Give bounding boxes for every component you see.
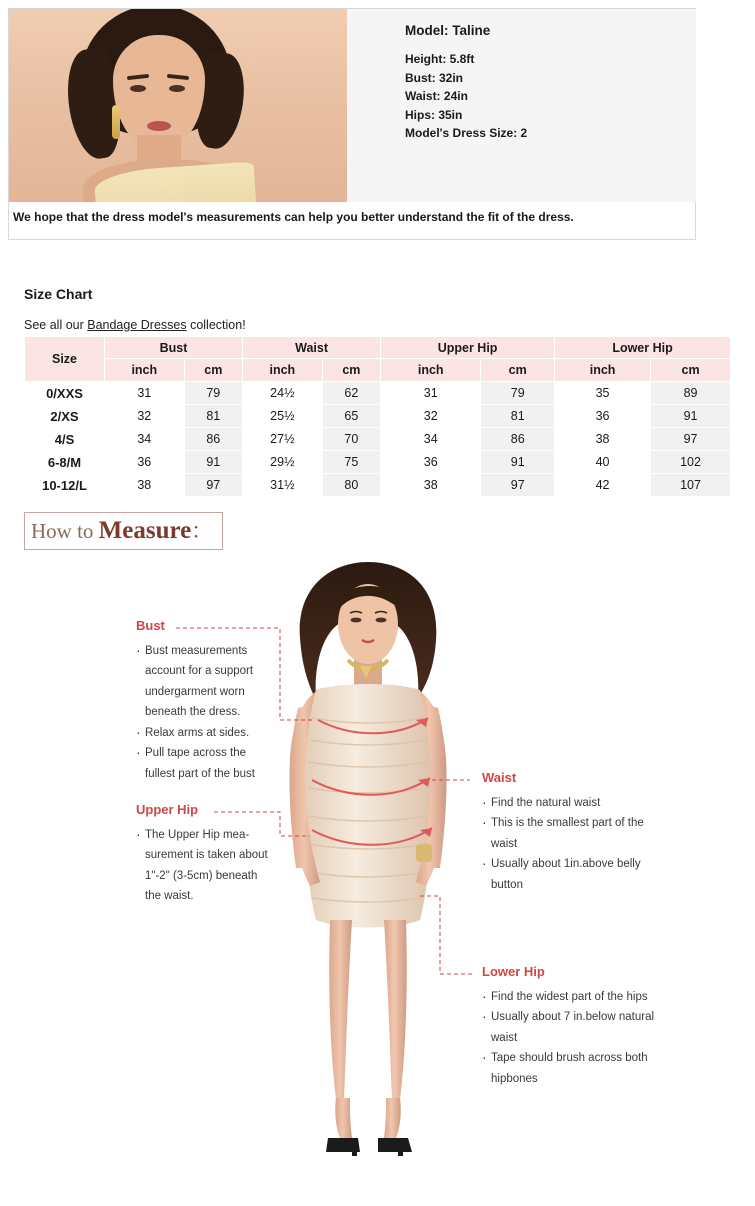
subtitle-prefix: See all our [24,318,88,332]
cell: 32 [105,405,185,428]
bandage-dresses-link[interactable]: Bandage Dresses [87,318,187,332]
annotation-bust-title: Bust [136,618,165,633]
how-to-measure-heading [24,512,223,550]
annotation-upper-hip-title: Upper Hip [136,802,199,817]
cell: 24½ [243,382,323,405]
model-height: Height: 5.8ft [405,52,475,66]
cell: 42 [555,474,651,497]
annotation-lower-hip-item: · Find the widest part of the hips [482,987,662,1008]
size-chart-title: Size Chart [24,286,93,302]
table-row [25,405,731,428]
cell: 62 [322,382,380,405]
table-row [25,428,731,451]
header-unit-upper-hip-cm: cm [481,359,555,382]
header-group-waist: Waist [243,337,381,359]
cell: 91 [481,451,555,474]
row-size: 6-8/M [25,451,105,474]
cell: 79 [184,382,242,405]
cell: 31 [105,382,185,405]
cell: 40 [555,451,651,474]
header-unit-waist-cm: cm [322,359,380,382]
annotation-waist [482,768,662,895]
size-chart-table [24,336,731,497]
model-bust: Bust: 32in [405,70,464,85]
cell: 34 [381,428,481,451]
annotation-waist-item: · Usually about 1in.above belly button [482,854,662,895]
cell: 36 [105,451,185,474]
annotation-lower-hip-title: Lower Hip [482,964,545,979]
annotation-waist-item: · Find the natural waist [482,793,662,814]
annotation-waist-item: · This is the smallest part of the waist [482,813,662,854]
model-note: We hope that the dress model's measurements can help you better understand the fit of the dress. [13,210,574,224]
cell: 27½ [243,428,323,451]
annotation-bust-item: · Pull tape across the fullest part of the bust [136,743,266,784]
table-row [25,474,731,497]
annotation-lower-hip-item: · Tape should brush across both hipbones [482,1048,662,1089]
cell: 79 [481,382,555,405]
header-unit-lower-hip-inch: inch [555,359,651,382]
header-group-upper-hip: Upper Hip [381,337,555,359]
row-size: 0/XXS [25,382,105,405]
cell: 38 [381,474,481,497]
cell: 86 [481,428,555,451]
heading-measure: Measure [98,517,192,544]
cell: 102 [651,451,731,474]
cell: 89 [651,382,731,405]
cell: 107 [651,474,731,497]
measurement-diagram [0,548,755,1206]
heading-colon: ： [191,519,213,543]
cell: 91 [184,451,242,474]
cell: 81 [481,405,555,428]
annotation-upper-hip-item: · The Upper Hip mea-surement is taken about 1"-2" (3-5cm) beneath the waist. [136,825,268,907]
cell: 70 [322,428,380,451]
annotation-bust-item: · Bust measurements account for a support undergarment worn beneath the dress. [136,641,266,723]
cell: 75 [322,451,380,474]
cell: 31½ [243,474,323,497]
cell: 29½ [243,451,323,474]
cell: 80 [322,474,380,497]
header-group-lower-hip: Lower Hip [555,337,731,359]
cell: 97 [184,474,242,497]
table-row [25,382,731,405]
cell: 36 [555,405,651,428]
model-hips: Hips: 35in [405,107,463,122]
row-size: 2/XS [25,405,105,428]
row-size: 10-12/L [25,474,105,497]
model-stats [347,9,696,202]
model-name: Model: Taline [405,23,491,38]
cell: 38 [105,474,185,497]
cell: 97 [651,428,731,451]
cell: 31 [381,382,481,405]
model-info-panel [8,8,696,240]
model-eye-left [130,85,146,92]
cell: 65 [322,405,380,428]
subtitle-suffix: collection! [186,318,246,332]
annotation-upper-hip [136,800,268,907]
model-waist: Waist: 24in [405,89,468,103]
model-photo [9,9,347,202]
header-unit-bust-inch: inch [105,359,185,382]
model-dress-size: Model's Dress Size: 2 [405,126,528,140]
header-group-bust: Bust [105,337,243,359]
annotation-lower-hip [482,962,662,1089]
header-size: Size [25,337,105,382]
header-unit-upper-hip-inch: inch [381,359,481,382]
size-chart-subtitle [24,318,246,332]
annotation-lower-hip-item: · Usually about 7 in.below natural waist [482,1007,662,1048]
table-row [25,451,731,474]
cell: 25½ [243,405,323,428]
model-lips [147,121,171,131]
heading-how-to: How to [31,519,99,543]
cell: 91 [651,405,731,428]
model-eye-right [169,85,185,92]
table-group-header-row [25,337,731,359]
annotation-waist-title: Waist [482,770,517,785]
cell: 35 [555,382,651,405]
cell: 97 [481,474,555,497]
cell: 32 [381,405,481,428]
cell: 38 [555,428,651,451]
annotation-bust [136,616,266,784]
annotation-bust-item: · Relax arms at sides. [136,723,266,744]
table-unit-header-row [25,359,731,382]
cell: 34 [105,428,185,451]
cell: 86 [184,428,242,451]
row-size: 4/S [25,428,105,451]
header-unit-lower-hip-cm: cm [651,359,731,382]
cell: 81 [184,405,242,428]
header-unit-bust-cm: cm [184,359,242,382]
cell: 36 [381,451,481,474]
model-earring [112,105,120,139]
header-unit-waist-inch: inch [243,359,323,382]
